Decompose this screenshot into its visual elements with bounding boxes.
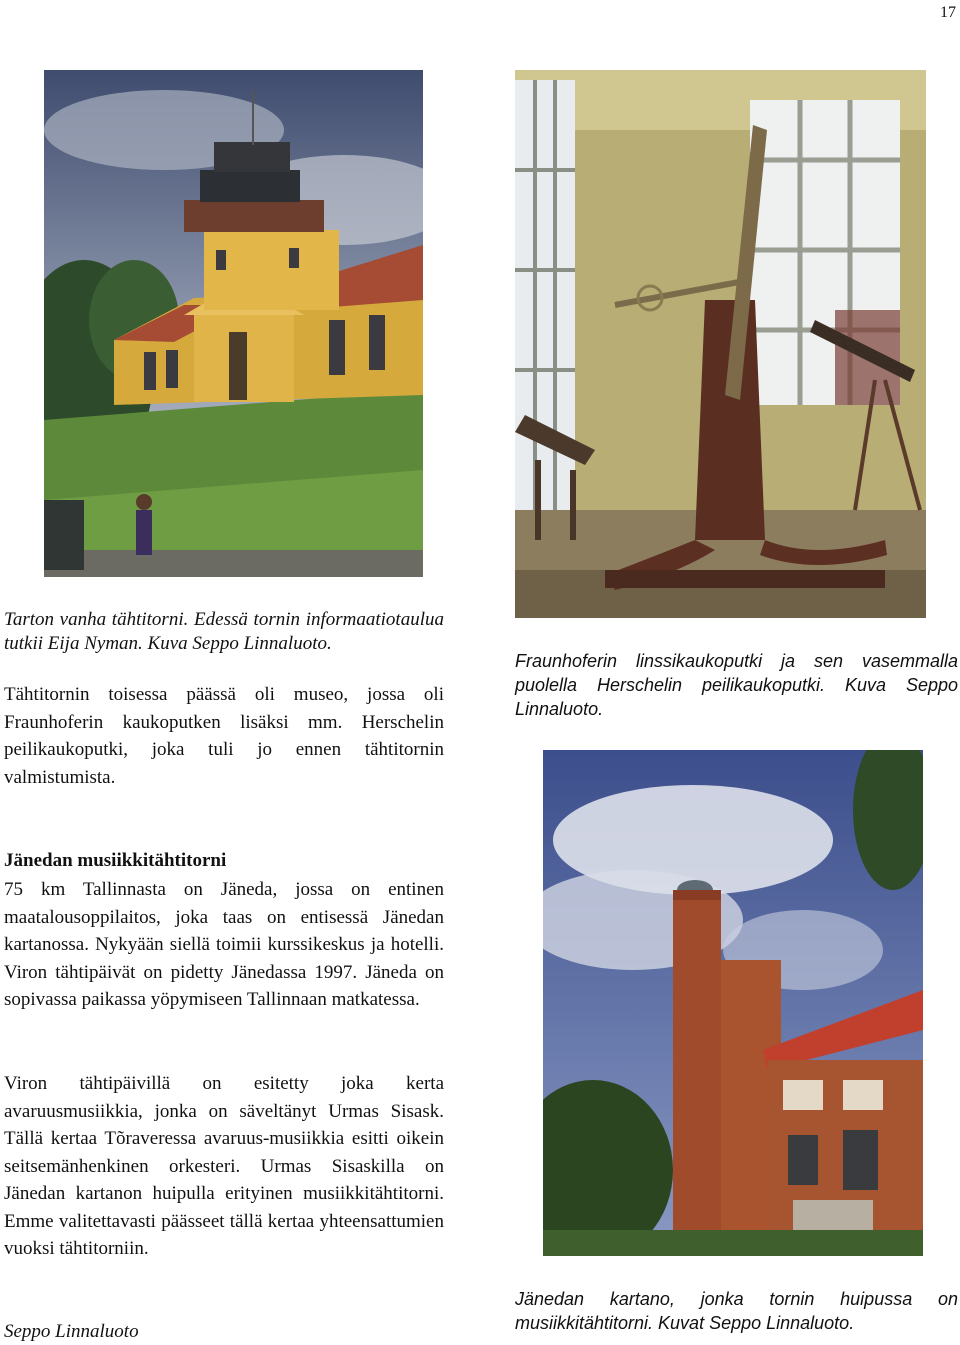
observatory-caption: Tarton vanha tähtitorni. Edessä tornin informaatiotaulua tutkii Eija Nyman. Kuva Seppo Linnaluoto. [4,609,444,654]
manor-photo [543,750,923,1256]
intro-paragraph: Tähtitornin toisessa päässä oli museo, jossa oli Fraunhoferin kaukoputken lisäksi mm. Herschelin peilikaukoputki, joka tuli jo ennen tähtitornin valmistumista. [4,684,444,788]
page-number: 17 [940,4,956,21]
section-heading: Jänedan musiikkitähtitorni [4,850,227,871]
observatory-photo [44,70,423,577]
paragraph-2: Viron tähtipäivillä on esitetty joka kerta avaruusmusiikkia, jonka on säveltänyt Urmas Sisask. Tällä kertaa Tõraveressa avaruus-musiikkia esitti oikein seitsemänhenkinen orkesteri. Urmas Sisaskilla on Jänedan kartanon huipulla erityinen musiikkitähtitorni. Emme valitettavasti päässeet tällä kertaa yhteensattumien vuoksi tähtitorniin. [4,1073,444,1259]
paragraph-1: 75 km Tallinnasta on Jäneda, jossa on entinen maatalousoppilaitos, joka taas on entisessä Jänedan kartanossa. Nykyään siellä toimii kurssikeskus ja hotelli. Viron tähtipäivät on pidetty Jänedassa 1997. Jäneda on sopivassa paikassa yöpymiseen Tallinnaan matkatessa. [4,879,444,1010]
manor-caption: Jänedan kartano, jonka tornin huipussa on musiikkitähtitorni. Kuvat Seppo Linnaluoto. [515,1289,958,1333]
telescope-photo [515,70,926,618]
author-signature: Seppo Linnaluoto [4,1321,139,1342]
telescope-caption: Fraunhoferin linssikaukoputki ja sen vasemmalla puolella Herschelin peilikaukoputki. Kuva Seppo Linnaluoto. [515,651,958,719]
